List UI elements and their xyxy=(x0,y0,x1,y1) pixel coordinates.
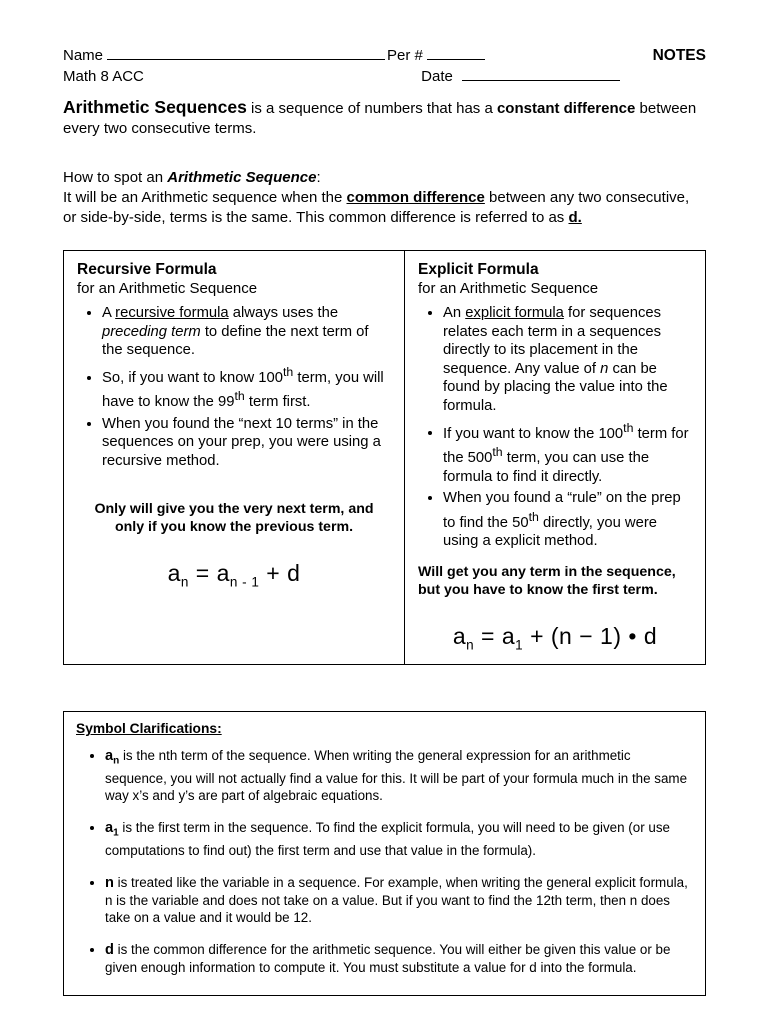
intro-text-2: between every two consecutive terms. xyxy=(63,100,697,137)
intro-bold: constant difference xyxy=(496,100,636,117)
symbol-item-a1 xyxy=(105,819,693,859)
bullet-text: to define the next term of the sequence. xyxy=(102,323,369,359)
recursive-note: Only will give you the very next term, and only if you know the previous term. xyxy=(94,500,374,535)
formula-comparison-table xyxy=(63,250,706,665)
symbol-n: n xyxy=(105,874,114,891)
common-difference-term: common difference xyxy=(346,189,485,206)
explicit-bullet-list xyxy=(418,304,692,554)
underlined-term: recursive formula xyxy=(115,305,229,321)
bullet-text: A xyxy=(102,305,116,321)
spot-colon: : xyxy=(316,169,321,186)
d-term: d. xyxy=(568,208,582,226)
formula-part: + (n − 1) • d xyxy=(523,622,658,649)
italic-term: n xyxy=(600,360,609,377)
ordinal-sup: th xyxy=(528,509,539,524)
ordinal-sup: th xyxy=(282,364,294,379)
date-label: Date xyxy=(421,68,453,85)
bullet-text: term first. xyxy=(244,394,311,411)
symbol-n-text: is treated like the variable in a sequence. For example, when writing the general explicit formula, n is the variable and does not take on a value. But if you want to find the 12th term, then n does take on a value and it would be 12. xyxy=(105,874,688,925)
bullet-text: can be found by placing the value into the formula. xyxy=(443,360,668,414)
symbol-d-text: is the common difference for the arithmetic sequence. You will either be given this value or be given enough information to compute it. You must substitute a value for d into the formula. xyxy=(105,941,671,975)
notes-label: NOTES xyxy=(652,47,706,64)
explicit-formula-cell xyxy=(405,251,705,664)
symbol-an-text: is the nth term of the sequence. When writing the general expression for an arithmetic sequence, you will not actually find a value for this. It will be part of your formula much in the same way x’s and y’s are part of algebraic equations. xyxy=(105,748,688,804)
per-blank-line xyxy=(427,46,485,60)
bullet-text: If you want to know the 100 xyxy=(443,425,624,442)
spot-line2-2: between any two consecutive, or side-by-side, terms is the same. This common difference is referred to as xyxy=(63,189,690,226)
italic-term: preceding term xyxy=(102,323,201,340)
bullet-item xyxy=(102,363,391,412)
course-label: Math 8 ACC xyxy=(63,68,144,85)
spot-paragraph xyxy=(63,188,706,227)
bullet-text: When you found the “next 10 terms” in the sequences on your prep, you were using a recursive method. xyxy=(102,415,381,469)
recursive-formula-cell xyxy=(64,251,405,664)
recursive-title: Recursive Formula xyxy=(77,261,217,278)
header-row-1 xyxy=(63,46,706,65)
explicit-formula xyxy=(418,623,692,653)
date-group xyxy=(421,67,622,86)
name-label: Name xyxy=(63,47,104,64)
symbol-a1: a xyxy=(105,820,114,837)
spot-heading xyxy=(63,168,706,188)
formula-subscript: 1 xyxy=(515,637,524,653)
explicit-title: Explicit Formula xyxy=(418,261,539,278)
formula-part: a xyxy=(452,622,467,649)
intro-paragraph xyxy=(63,97,706,139)
bullet-text: directly, you were using a explicit method. xyxy=(443,514,658,550)
bullet-text: So, if you want to know 100 xyxy=(102,369,283,386)
symbol-clarifications-title: Symbol Clarifications: xyxy=(76,721,222,737)
bullet-item xyxy=(443,304,692,416)
symbol-a1-text: is the first term in the sequence. To find the explicit formula, you will need to be given (or use computations to find out) the first term and use that value in the formula). xyxy=(105,820,670,858)
per-label: Per # xyxy=(387,47,423,64)
formula-subscript: n xyxy=(180,574,189,590)
bullet-text: term for the 500 xyxy=(443,425,689,466)
symbol-d: d xyxy=(105,941,114,958)
bullet-item xyxy=(102,304,391,360)
explicit-subtitle: for an Arithmetic Sequence xyxy=(418,280,599,297)
intro-title: Arithmetic Sequences xyxy=(63,97,247,117)
bullet-text: An xyxy=(443,305,466,321)
date-blank-line xyxy=(462,67,620,81)
symbol-item-n xyxy=(105,874,693,926)
symbol-an: a xyxy=(105,748,114,765)
ordinal-sup: th xyxy=(492,445,503,460)
symbol-item-an xyxy=(105,747,693,804)
recursive-subtitle: for an Arithmetic Sequence xyxy=(77,280,258,297)
ordinal-sup: th xyxy=(623,420,634,435)
recursive-bullet-list xyxy=(77,304,391,474)
formula-part: = a xyxy=(188,559,230,586)
formula-subscript: n - 1 xyxy=(229,574,260,590)
symbol-an-sub: n xyxy=(113,756,120,768)
formula-part: a xyxy=(167,559,181,586)
ordinal-sup: th xyxy=(234,389,245,404)
formula-subscript: n xyxy=(466,637,475,653)
bullet-item xyxy=(102,415,391,471)
symbol-a1-sub: 1 xyxy=(113,827,119,839)
symbol-list xyxy=(76,747,693,975)
bullet-item xyxy=(443,419,692,487)
formula-part: + d xyxy=(259,559,301,586)
spot-emphasis: Arithmetic Sequence xyxy=(167,169,317,186)
spot-line2-1: It will be an Arithmetic sequence when the xyxy=(63,189,347,206)
bullet-text: always uses the xyxy=(228,305,339,321)
bullet-text: When you found a “rule” on the prep to find the 50 xyxy=(443,490,681,531)
recursive-formula xyxy=(77,560,391,590)
bullet-item xyxy=(443,489,692,551)
underlined-term: explicit formula xyxy=(465,305,564,321)
symbol-clarifications-box xyxy=(63,711,706,995)
intro-text-1: is a sequence of numbers that has a xyxy=(246,100,497,117)
symbol-item-d xyxy=(105,941,693,976)
header-row-2 xyxy=(63,67,706,86)
formula-part: = a xyxy=(474,622,516,649)
bullet-text: term, you will have to know the 99 xyxy=(102,369,384,411)
explicit-note: Will get you any term in the sequence, but you have to know the first term. xyxy=(418,563,676,598)
bullet-text: term, you can use the formula to find it directly. xyxy=(443,450,650,485)
spot-text-1: How to spot an xyxy=(63,169,168,186)
name-blank-line xyxy=(107,46,385,60)
bullet-text: for sequences relates each term in a sequences directly to its placement in the sequence. Any value of xyxy=(443,305,661,377)
